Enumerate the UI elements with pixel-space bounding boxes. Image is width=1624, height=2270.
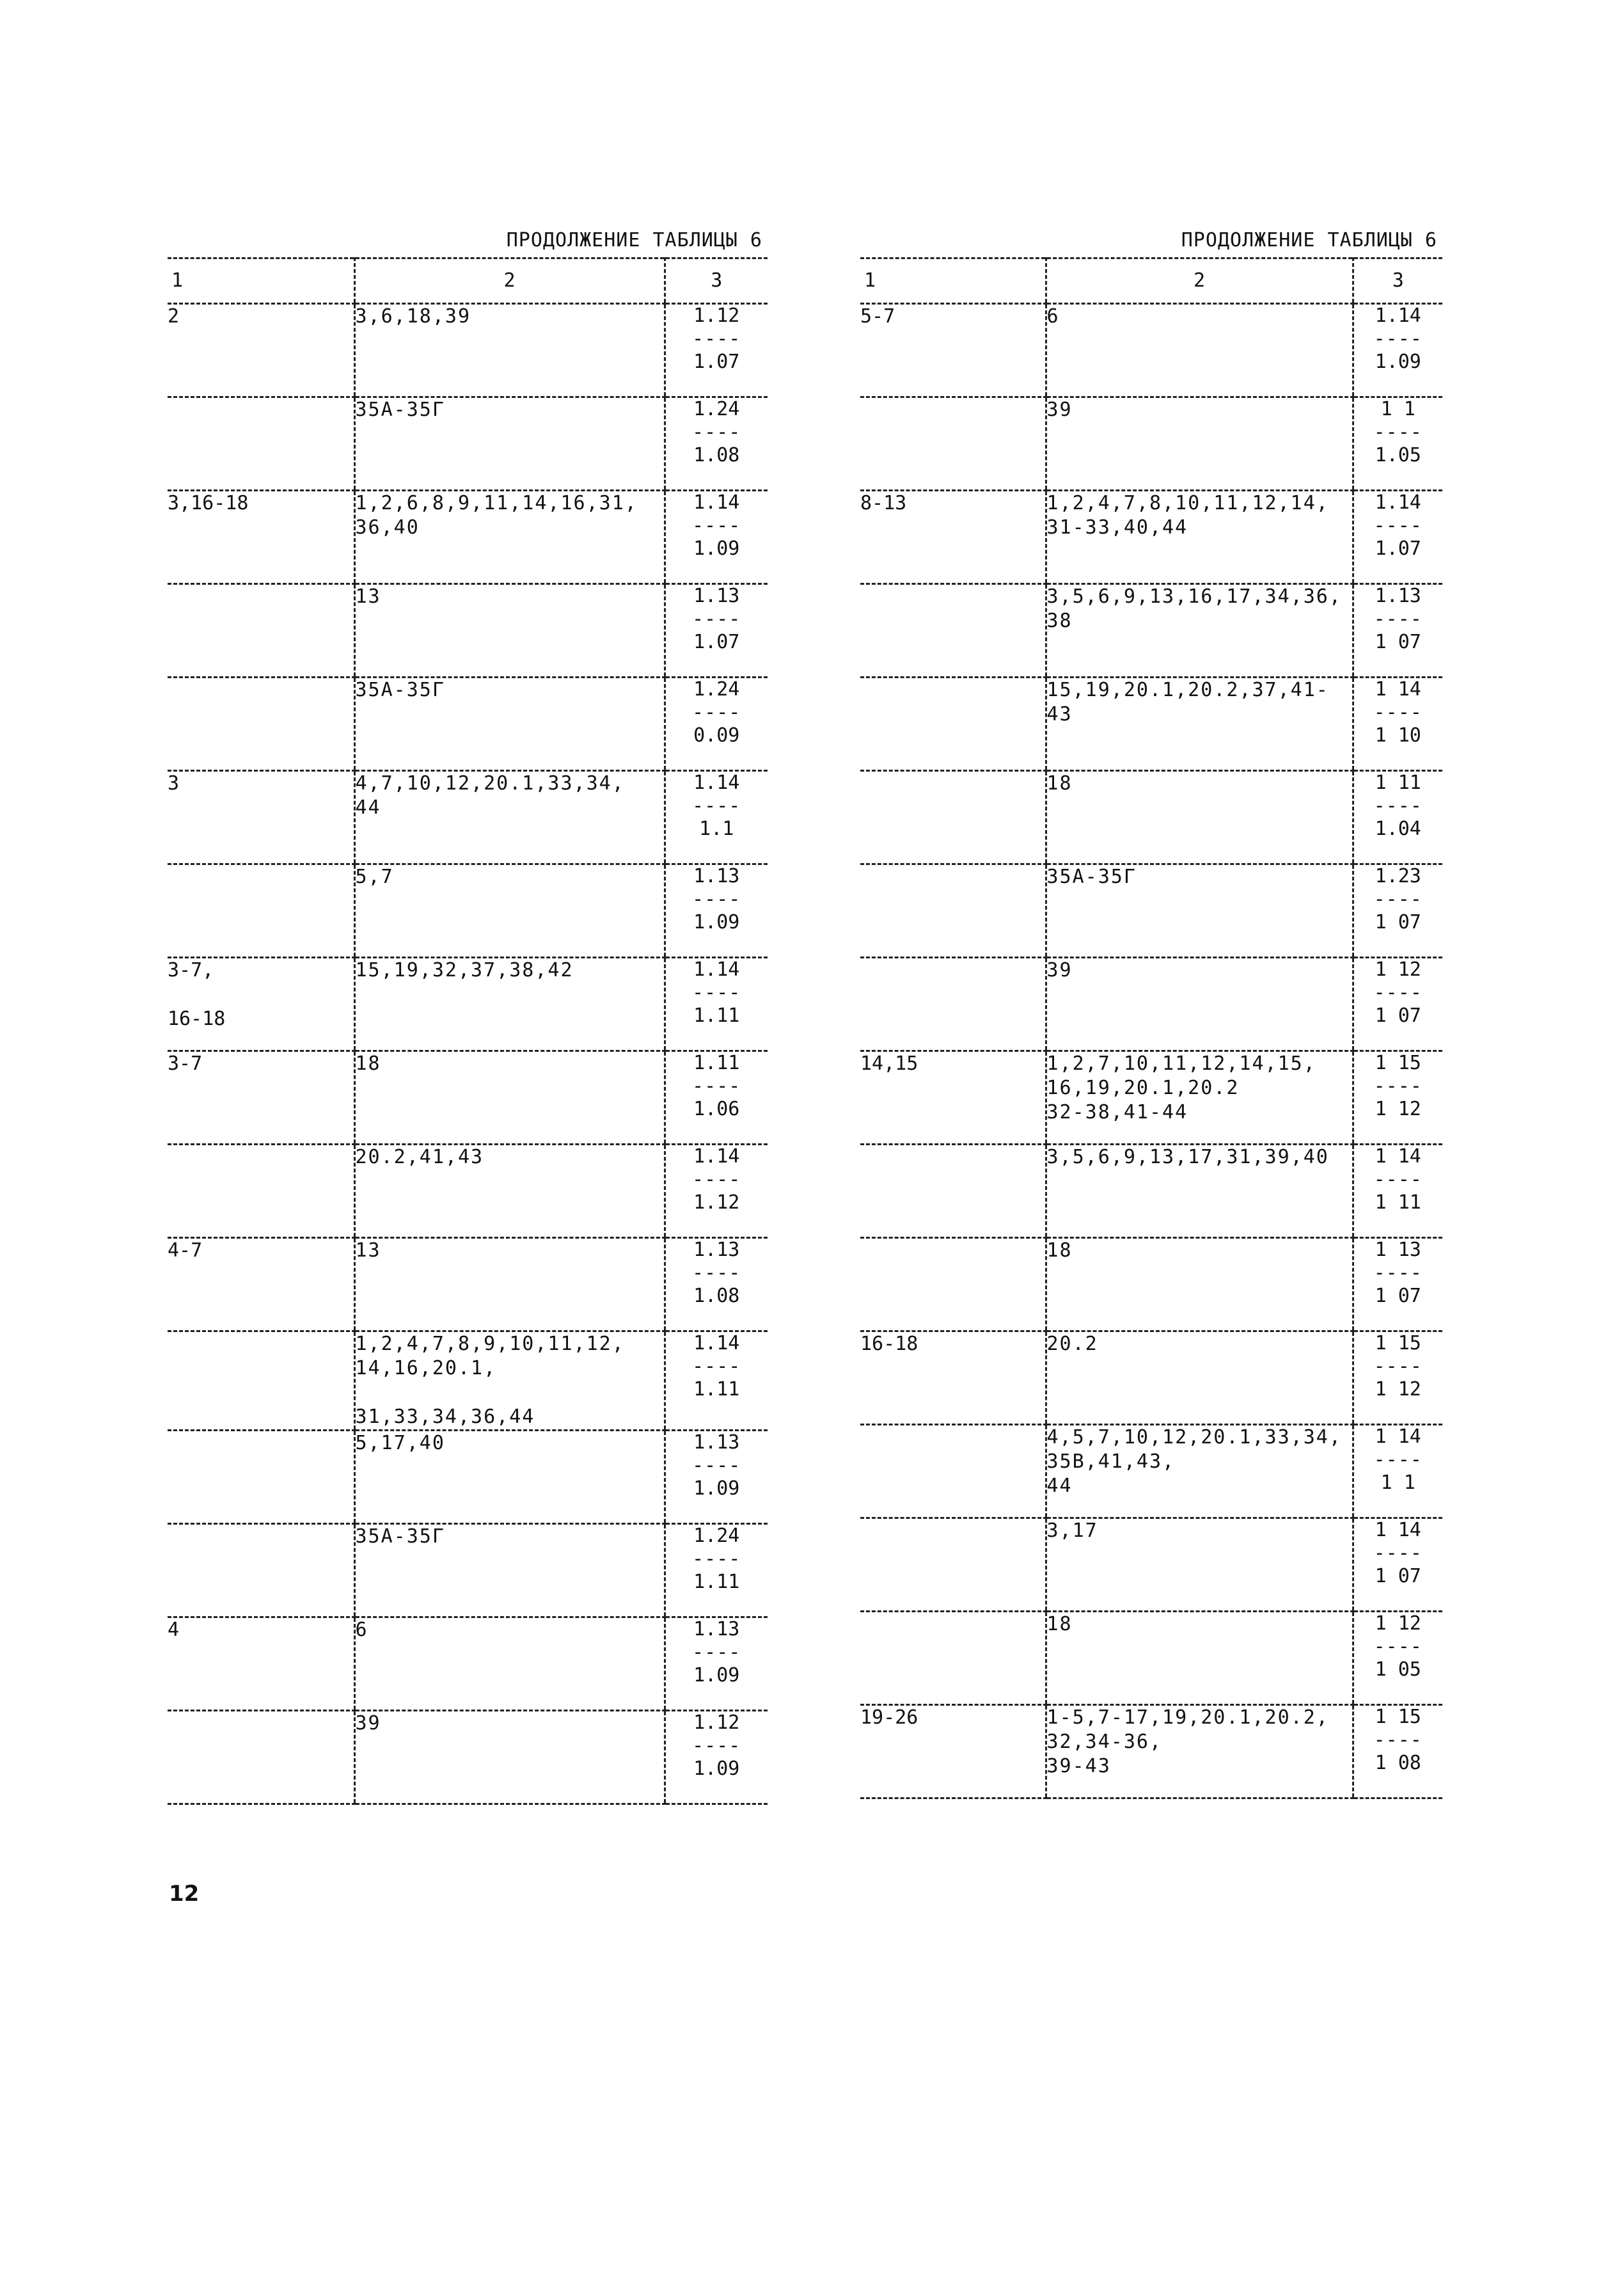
right-table — [860, 257, 1442, 1799]
coefficient-cell — [1353, 864, 1442, 958]
coefficient-cell — [665, 584, 768, 678]
items-cell: 13 — [354, 1238, 665, 1331]
coefficient-cell — [665, 491, 768, 584]
fraction-separator: ---- — [1373, 608, 1423, 630]
items-cell: 3,6,18,39 — [354, 304, 665, 397]
coefficient-cell — [1353, 1425, 1442, 1518]
left-table-block — [168, 224, 768, 1805]
coefficient-bottom: 1 08 — [1375, 1752, 1421, 1774]
coefficient-top: 1.14 — [693, 1145, 740, 1168]
table-row — [860, 1145, 1442, 1238]
table-row — [860, 1331, 1442, 1425]
coefficient-bottom: 1 07 — [1375, 1004, 1421, 1027]
items-cell: 1,2,6,8,9,11,14,16,31, 36,40 — [354, 491, 665, 584]
coefficient-cell — [665, 678, 768, 771]
items-cell: 35А-35Г — [354, 1524, 665, 1617]
coefficient-top: 1 14 — [1375, 1425, 1421, 1448]
column-header: 1 — [168, 258, 354, 304]
coefficient-top: 1 15 — [1375, 1332, 1421, 1354]
group-cell: 8-13 — [860, 491, 1046, 584]
group-cell — [860, 864, 1046, 958]
coefficient-bottom: 1.07 — [693, 351, 740, 373]
table-row — [860, 491, 1442, 584]
group-cell — [168, 584, 354, 678]
fraction-separator: ---- — [692, 981, 741, 1004]
coefficient-bottom: 1.07 — [693, 631, 740, 653]
coefficient-cell — [1353, 1612, 1442, 1705]
group-cell — [860, 771, 1046, 864]
table-row — [860, 864, 1442, 958]
items-cell: 18 — [1046, 771, 1353, 864]
coefficient-cell — [1353, 304, 1442, 397]
table-row — [168, 584, 768, 678]
fraction-separator: ---- — [692, 514, 741, 537]
fraction-separator: ---- — [1373, 1355, 1423, 1377]
fraction-separator: ---- — [1373, 1075, 1423, 1097]
items-cell: 35А-35Г — [354, 397, 665, 491]
coefficient-bottom: 1 07 — [1375, 631, 1421, 653]
items-cell: 39 — [1046, 958, 1353, 1051]
coefficient-top: 1 11 — [1375, 772, 1421, 794]
coefficient-cell — [1353, 397, 1442, 491]
fraction-separator: ---- — [692, 1168, 741, 1191]
coefficient-cell — [665, 1617, 768, 1711]
items-cell: 35А-35Г — [354, 678, 665, 771]
column-header: 3 — [665, 258, 768, 304]
coefficient-bottom: 1.05 — [1375, 444, 1421, 466]
table-row — [168, 397, 768, 491]
group-cell — [860, 958, 1046, 1051]
fraction-separator: ---- — [692, 1075, 741, 1097]
group-cell: 19-26 — [860, 1705, 1046, 1798]
items-cell: 5,7 — [354, 864, 665, 958]
coefficient-bottom: 1.09 — [693, 1758, 740, 1780]
table-row — [860, 584, 1442, 678]
fraction-separator: ---- — [692, 328, 741, 350]
coefficient-top: 1 12 — [1375, 958, 1421, 981]
coefficient-bottom: 1.11 — [693, 1378, 740, 1401]
group-cell — [860, 1238, 1046, 1331]
coefficient-bottom: 1 05 — [1375, 1658, 1421, 1681]
coefficient-cell — [1353, 1705, 1442, 1798]
group-cell — [860, 1425, 1046, 1518]
group-cell: 4 — [168, 1617, 354, 1711]
group-cell — [168, 1331, 354, 1431]
coefficient-top: 1.13 — [693, 1618, 740, 1640]
fraction-separator: ---- — [692, 795, 741, 817]
coefficient-top: 1.24 — [693, 398, 740, 420]
group-cell — [168, 864, 354, 958]
coefficient-cell — [665, 1238, 768, 1331]
group-cell: 16-18 — [860, 1331, 1046, 1425]
coefficient-cell — [665, 397, 768, 491]
group-cell — [168, 1145, 354, 1238]
coefficient-bottom: 1.11 — [693, 1004, 740, 1027]
fraction-separator: ---- — [1373, 981, 1423, 1004]
group-cell — [168, 397, 354, 491]
coefficient-bottom: 1.09 — [693, 1664, 740, 1687]
coefficient-cell — [1353, 1238, 1442, 1331]
table-row — [168, 864, 768, 958]
coefficient-top: 1 1 — [1380, 398, 1415, 420]
coefficient-top: 1 13 — [1375, 1239, 1421, 1261]
table-row — [860, 1518, 1442, 1612]
column-header: 3 — [1353, 258, 1442, 304]
coefficient-top: 1 12 — [1375, 1612, 1421, 1635]
coefficient-bottom: 1 10 — [1375, 724, 1421, 747]
coefficient-bottom: 1.12 — [693, 1191, 740, 1214]
column-header: 1 — [860, 258, 1046, 304]
items-cell: 15,19,20.1,20.2,37,41- 43 — [1046, 678, 1353, 771]
coefficient-bottom: 1.1 — [699, 818, 734, 840]
items-cell: 6 — [1046, 304, 1353, 397]
coefficient-bottom: 1.11 — [693, 1571, 740, 1593]
items-cell: 4,5,7,10,12,20.1,33,34, 35В,41,43, 44 — [1046, 1425, 1353, 1518]
fraction-separator: ---- — [1373, 1542, 1423, 1564]
items-cell: 35А-35Г — [1046, 864, 1353, 958]
group-cell — [860, 678, 1046, 771]
group-cell: 3-7, 16-18 — [168, 958, 354, 1051]
group-cell: 14,15 — [860, 1051, 1046, 1145]
coefficient-top: 1.11 — [693, 1052, 740, 1074]
coefficient-cell — [665, 864, 768, 958]
fraction-separator: ---- — [692, 608, 741, 630]
coefficient-bottom: 1.08 — [693, 444, 740, 466]
column-header: 2 — [354, 258, 665, 304]
coefficient-top: 1 14 — [1375, 678, 1421, 701]
table-row — [168, 1431, 768, 1524]
fraction-separator: ---- — [692, 888, 741, 910]
coefficient-top: 1.14 — [693, 1332, 740, 1354]
coefficient-cell — [1353, 584, 1442, 678]
fraction-separator: ---- — [1373, 888, 1423, 910]
coefficient-top: 1.24 — [693, 1525, 740, 1547]
fraction-separator: ---- — [692, 421, 741, 443]
group-cell — [860, 1145, 1046, 1238]
items-cell: 18 — [354, 1051, 665, 1145]
items-cell: 1-5,7-17,19,20.1,20.2, 32,34-36, 39-43 — [1046, 1705, 1353, 1798]
items-cell: 15,19,32,37,38,42 — [354, 958, 665, 1051]
group-cell: 4-7 — [168, 1238, 354, 1331]
coefficient-cell — [665, 304, 768, 397]
coefficient-top: 1.14 — [1375, 491, 1421, 514]
coefficient-top: 1.14 — [693, 772, 740, 794]
coefficient-bottom: 1 1 — [1380, 1472, 1415, 1494]
fraction-separator: ---- — [692, 1355, 741, 1377]
coefficient-bottom: 1.07 — [1375, 537, 1421, 560]
table-header-row — [168, 258, 768, 304]
coefficient-bottom: 1.09 — [693, 911, 740, 933]
fraction-separator: ---- — [1373, 514, 1423, 537]
items-cell: 18 — [1046, 1238, 1353, 1331]
coefficient-cell — [1353, 1051, 1442, 1145]
coefficient-top: 1.24 — [693, 678, 740, 701]
table-header-row — [860, 258, 1442, 304]
left-table — [168, 257, 768, 1805]
group-cell — [168, 678, 354, 771]
group-cell — [860, 584, 1046, 678]
group-cell: 3 — [168, 771, 354, 864]
table-row — [860, 1612, 1442, 1705]
items-cell: 1,2,7,10,11,12,14,15, 16,19,20.1,20.2 32-38,41-44 — [1046, 1051, 1353, 1145]
coefficient-top: 1 14 — [1375, 1145, 1421, 1168]
page-number: 12 — [169, 1881, 200, 1907]
group-cell — [168, 1711, 354, 1804]
table-caption-left: ПРОДОЛЖЕНИЕ ТАБЛИЦЫ 6 — [506, 229, 762, 251]
coefficient-top: 1.13 — [693, 865, 740, 887]
group-cell: 3-7 — [168, 1051, 354, 1145]
right-table-block — [860, 224, 1442, 1799]
group-cell: 5-7 — [860, 304, 1046, 397]
items-cell: 39 — [354, 1711, 665, 1804]
coefficient-top: 1.14 — [693, 958, 740, 981]
fraction-separator: ---- — [1373, 1168, 1423, 1191]
column-header: 2 — [1046, 258, 1353, 304]
table-row — [860, 1705, 1442, 1798]
coefficient-cell — [665, 1431, 768, 1524]
fraction-separator: ---- — [1373, 701, 1423, 724]
table-row — [168, 1238, 768, 1331]
items-cell: 13 — [354, 584, 665, 678]
coefficient-bottom: 1 07 — [1375, 911, 1421, 933]
table-row — [168, 678, 768, 771]
group-cell: 3,16-18 — [168, 491, 354, 584]
fraction-separator: ---- — [1373, 795, 1423, 817]
fraction-separator: ---- — [692, 1262, 741, 1284]
coefficient-cell — [665, 1145, 768, 1238]
coefficient-top: 1 14 — [1375, 1519, 1421, 1541]
coefficient-top: 1 15 — [1375, 1052, 1421, 1074]
coefficient-bottom: 1 11 — [1375, 1191, 1421, 1214]
coefficient-bottom: 1.09 — [693, 537, 740, 560]
table-row — [168, 491, 768, 584]
items-cell: 5,17,40 — [354, 1431, 665, 1524]
table-row — [860, 958, 1442, 1051]
items-cell: 20.2 — [1046, 1331, 1353, 1425]
coefficient-cell — [1353, 1145, 1442, 1238]
coefficient-cell — [665, 958, 768, 1051]
items-cell: 3,5,6,9,13,16,17,34,36, 38 — [1046, 584, 1353, 678]
table-caption-right: ПРОДОЛЖЕНИЕ ТАБЛИЦЫ 6 — [1181, 229, 1437, 251]
coefficient-cell — [665, 1051, 768, 1145]
table-row — [168, 304, 768, 397]
coefficient-bottom: 1.08 — [693, 1285, 740, 1307]
coefficient-top: 1.13 — [693, 1431, 740, 1454]
items-cell: 18 — [1046, 1612, 1353, 1705]
table-row — [860, 771, 1442, 864]
coefficient-cell — [1353, 1518, 1442, 1612]
table-row — [860, 678, 1442, 771]
table-row — [860, 1425, 1442, 1518]
group-cell — [860, 397, 1046, 491]
table-row — [168, 958, 768, 1051]
coefficient-cell — [665, 771, 768, 864]
group-cell — [168, 1524, 354, 1617]
coefficient-top: 1.12 — [693, 305, 740, 327]
fraction-separator: ---- — [692, 1548, 741, 1570]
coefficient-top: 1.13 — [1375, 585, 1421, 607]
fraction-separator: ---- — [692, 1454, 741, 1477]
table-row — [860, 1238, 1442, 1331]
group-cell — [860, 1612, 1046, 1705]
table-row — [860, 1051, 1442, 1145]
group-cell — [168, 1431, 354, 1524]
table-row — [860, 397, 1442, 491]
items-cell: 6 — [354, 1617, 665, 1711]
coefficient-bottom: 1.09 — [1375, 351, 1421, 373]
items-cell: 3,17 — [1046, 1518, 1353, 1612]
items-cell: 39 — [1046, 397, 1353, 491]
coefficient-cell — [665, 1331, 768, 1431]
table-row — [168, 1331, 768, 1431]
coefficient-bottom: 1 12 — [1375, 1378, 1421, 1401]
fraction-separator: ---- — [1373, 328, 1423, 350]
group-cell — [860, 1518, 1046, 1612]
coefficient-bottom: 1.09 — [693, 1477, 740, 1500]
fraction-separator: ---- — [692, 1734, 741, 1757]
table-row — [168, 771, 768, 864]
coefficient-top: 1.13 — [693, 1239, 740, 1261]
coefficient-top: 1.12 — [693, 1711, 740, 1734]
coefficient-bottom: 1.06 — [693, 1098, 740, 1120]
fraction-separator: ---- — [692, 701, 741, 724]
coefficient-bottom: 0.09 — [693, 724, 740, 747]
fraction-separator: ---- — [1373, 1262, 1423, 1284]
coefficient-top: 1.14 — [1375, 305, 1421, 327]
table-row — [168, 1617, 768, 1711]
coefficient-bottom: 1 07 — [1375, 1565, 1421, 1587]
table-row — [168, 1145, 768, 1238]
fraction-separator: ---- — [1373, 1729, 1423, 1751]
coefficient-bottom: 1.04 — [1375, 818, 1421, 840]
coefficient-cell — [1353, 491, 1442, 584]
items-cell: 20.2,41,43 — [354, 1145, 665, 1238]
table-row — [168, 1051, 768, 1145]
table-row — [860, 304, 1442, 397]
coefficient-top: 1.13 — [693, 585, 740, 607]
coefficient-top: 1.14 — [693, 491, 740, 514]
coefficient-cell — [665, 1524, 768, 1617]
fraction-separator: ---- — [1373, 1449, 1423, 1471]
coefficient-bottom: 1 07 — [1375, 1285, 1421, 1307]
items-cell: 3,5,6,9,13,17,31,39,40 — [1046, 1145, 1353, 1238]
table-row — [168, 1524, 768, 1617]
items-cell: 1,2,4,7,8,9,10,11,12, 14,16,20.1, 31,33,34,36,44 — [354, 1331, 665, 1431]
fraction-separator: ---- — [1373, 1635, 1423, 1658]
coefficient-cell — [665, 1711, 768, 1804]
coefficient-bottom: 1 12 — [1375, 1098, 1421, 1120]
coefficient-cell — [1353, 958, 1442, 1051]
coefficient-top: 1.23 — [1375, 865, 1421, 887]
fraction-separator: ---- — [692, 1641, 741, 1663]
coefficient-cell — [1353, 678, 1442, 771]
table-row — [168, 1711, 768, 1804]
coefficient-cell — [1353, 771, 1442, 864]
coefficient-top: 1 15 — [1375, 1706, 1421, 1728]
coefficient-cell — [1353, 1331, 1442, 1425]
fraction-separator: ---- — [1373, 421, 1423, 443]
items-cell: 4,7,10,12,20.1,33,34, 44 — [354, 771, 665, 864]
items-cell: 1,2,4,7,8,10,11,12,14, 31-33,40,44 — [1046, 491, 1353, 584]
group-cell: 2 — [168, 304, 354, 397]
